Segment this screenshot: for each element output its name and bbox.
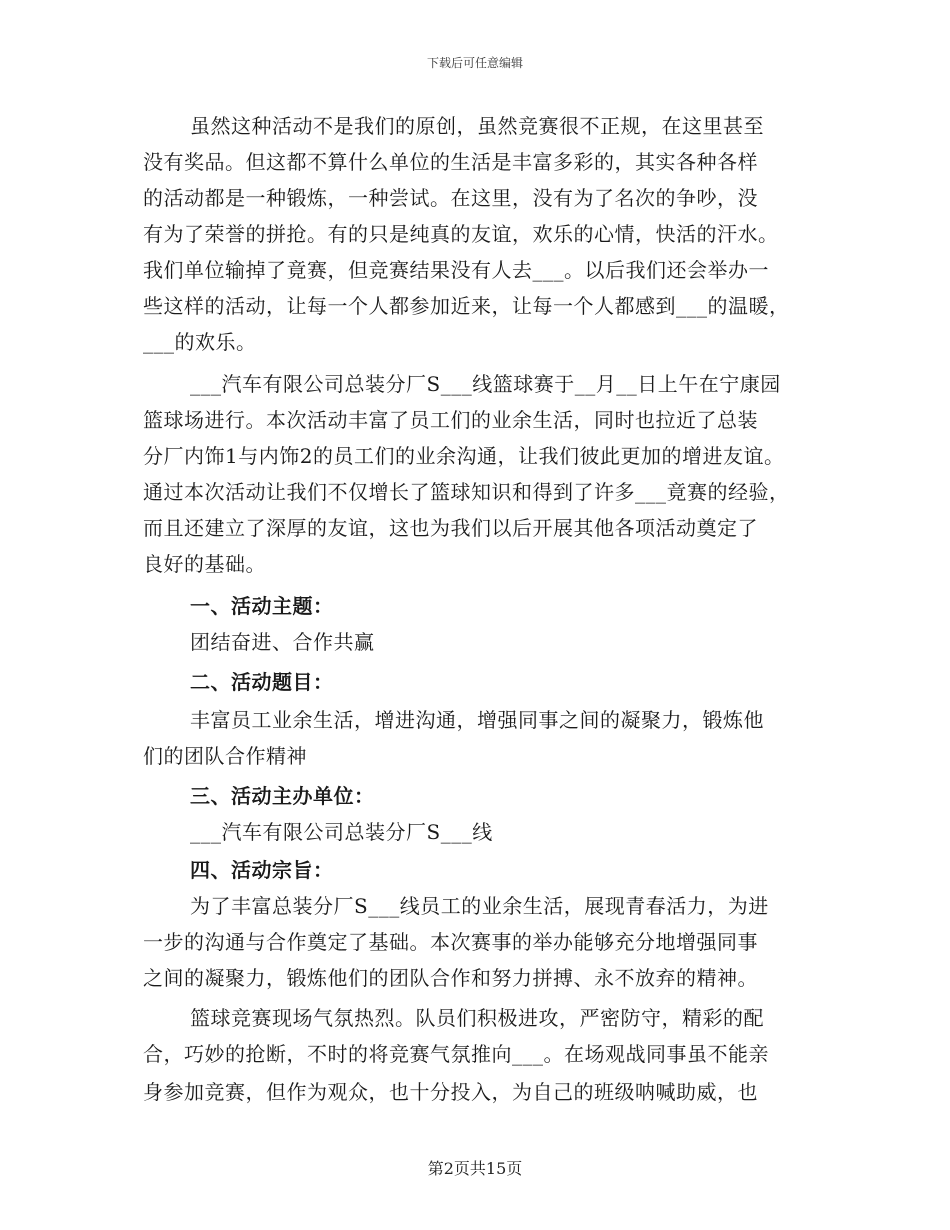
- text-line: ___汽车有限公司总装分厂S___线: [190, 820, 493, 844]
- text-line: 身参加竞赛，但作为观众，也十分投入，为自己的班级呐喊助威，也: [143, 1080, 758, 1104]
- text-line: ___汽车有限公司总装分厂S___线篮球赛于__月__日上午在宁康园: [190, 372, 781, 396]
- text-line: 之间的凝聚力，锻炼他们的团队合作和努力拼搏、永不放弃的精神。: [143, 966, 758, 990]
- text-line: 没有奖品。但这都不算什么单位的生活是丰富多彩的，其实各种各样: [143, 150, 758, 174]
- text-line: 丰富员工业余生活，增进沟通，增强同事之间的凝聚力，锻炼他: [190, 708, 764, 732]
- text-line: 的活动都是一种锻炼，一种尝试。在这里，没有为了名次的争吵，没: [143, 186, 758, 210]
- text-line: 团结奋进、合作共赢: [190, 630, 375, 654]
- text-line: ___的欢乐。: [143, 330, 257, 354]
- text-line: 合，巧妙的抢断，不时的将竞赛气氛推向___。在场观战同事虽不能亲: [143, 1042, 769, 1066]
- text-line: 一步的沟通与合作奠定了基础。本次赛事的举办能够充分地增强同事: [143, 930, 758, 954]
- text-line: 篮球竞赛现场气氛热烈。队员们积极进攻，严密防守，精彩的配: [190, 1006, 764, 1030]
- text-line: 们的团队合作精神: [143, 744, 307, 768]
- text-line: 我们单位输掉了竟赛，但竞赛结果没有人去___。以后我们还会举办一: [143, 258, 769, 282]
- section-heading: 三、活动主办单位：: [190, 784, 375, 808]
- text-line: 为了丰富总装分厂S___线员工的业余生活，展现青春活力，为进: [190, 894, 769, 918]
- section-heading: 二、活动题目：: [190, 670, 334, 694]
- text-line: 良好的基础。: [143, 552, 266, 576]
- page-footer: 第2页共15页: [427, 1159, 523, 1178]
- section-heading: 四、活动宗旨：: [190, 858, 334, 882]
- text-line: 些这样的活动，让每一个人都参加近来，让每一个人都感到___的温暖，: [143, 294, 790, 318]
- text-line: 有为了荣誉的拼抢。有的只是纯真的友谊，欢乐的心情，快活的汗水。: [143, 222, 779, 246]
- text-line: 而且还建立了深厚的友谊，这也为我们以后开展其他各项活动奠定了: [143, 516, 758, 540]
- section-heading: 一、活动主题：: [190, 594, 334, 618]
- page-header: 下载后可任意编辑: [426, 56, 523, 70]
- text-line: 虽然这种活动不是我们的原创，虽然竞赛很不正规，在这里甚至: [190, 114, 764, 138]
- text-line: 通过本次活动让我们不仅增长了篮球知识和得到了许多___竟赛的经验，: [143, 480, 790, 504]
- text-line: 分厂内饰1与内饰2的员工们的业余沟通，让我们彼此更加的增进友谊。: [143, 444, 785, 468]
- text-line: 篮球场进行。本次活动丰富了员工们的业余生活，同时也拉近了总装: [143, 408, 758, 432]
